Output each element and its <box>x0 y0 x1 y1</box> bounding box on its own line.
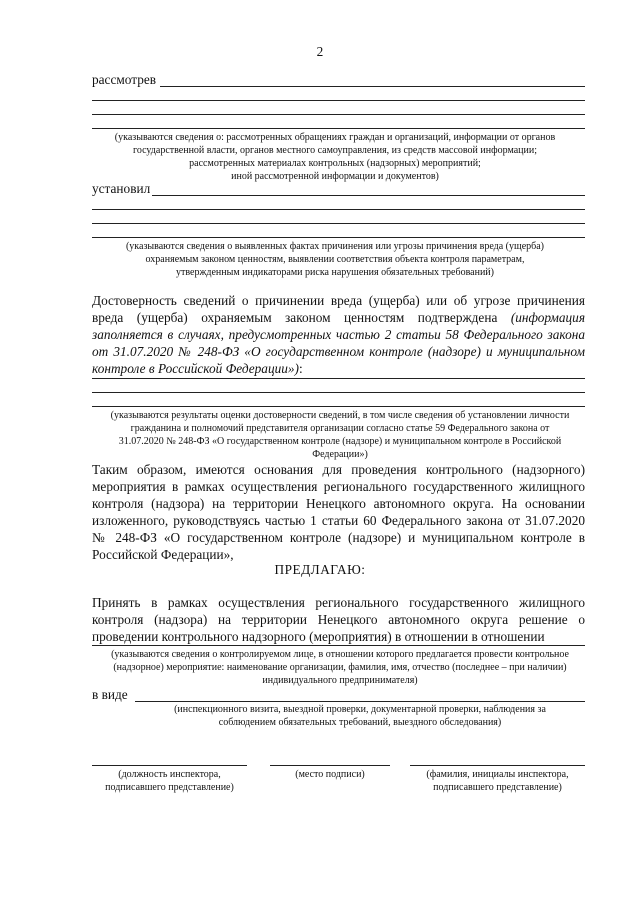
reviewed-label: рассмотрев <box>92 72 157 87</box>
reviewed-fill-line-4 <box>92 128 585 129</box>
form-fill-line <box>135 701 585 702</box>
established-fill-line-2 <box>92 209 585 210</box>
form-label: в виде <box>92 687 128 702</box>
reliability-fill-line-3 <box>92 406 585 407</box>
reliability-text: Достоверность сведений о причинении вреда (ущерба) или об угрозе причинения вреда (ущерба) охраняемым законом ценностям подтверждена <box>92 293 585 325</box>
proposal-paragraph: Принять в рамках осуществления регионального государственного жилищного контроля (надзора) на территории Ненецкого автономного округа решение о проведении контрольного надзорного (мероприятия) в отношении в отношении <box>92 595 585 644</box>
reliability-colon: : <box>298 361 303 376</box>
established-fill-line-1 <box>152 195 585 196</box>
position-signature-line <box>92 765 247 766</box>
reviewed-note: (указываются сведения о: рассмотренных обращениях граждан и организаций, информации от органов государственной власти, органов местного самоуправления, из средств массовой информации; рассмотренных материалах контрольных (надзорных) мероприятий; иной рассмотренной информации и документов) <box>114 132 556 182</box>
established-fill-line-4 <box>92 237 585 238</box>
established-note: (указываются сведения о выявленных фактах причинения или угрозы причинения вреда (ущерба) охраняемым законом ценностям, выявлении соответствия объекта контроля параметрам, утвержденным индикаторами риска нарушения обязательных требований) <box>125 241 545 278</box>
reviewed-fill-line-3 <box>92 114 585 115</box>
subject-note: (указываются сведения о контролируемом лице, в отношении которого предлагается провести контрольное (надзорное) мероприятие: наименование организации, фамилия, имя, отчество (последнее – при наличии) индивидуального предпринимателя) <box>111 649 569 686</box>
reliability-note: (указываются результаты оценки достоверности сведений, в том числе сведения об установлении личности гражданина и полномочий представителя организации согласно статье 59 Федерального закона от 31.07.2020 № 248-ФЗ «О государственном контроле (надзоре) и муниципальном контроле в Российской Федерации») <box>110 410 570 460</box>
signature-line <box>270 765 390 766</box>
reviewed-fill-line-2 <box>92 100 585 101</box>
name-caption: (фамилия, инициалы инспектора, подписавшего представление) <box>426 769 569 793</box>
reviewed-fill-line-1 <box>160 86 585 87</box>
signature-caption: (место подписи) <box>295 769 365 780</box>
propose-heading: ПРЕДЛАГАЮ: <box>274 562 366 577</box>
established-label: установил <box>92 181 151 196</box>
reliability-paragraph <box>92 292 585 377</box>
position-caption: (должность инспектора, подписавшего представление) <box>105 769 234 793</box>
reliability-fill-line-2 <box>92 392 585 393</box>
name-signature-line <box>410 765 585 766</box>
subject-fill-line <box>92 645 585 646</box>
page-number: 2 <box>316 44 324 59</box>
established-fill-line-3 <box>92 223 585 224</box>
form-note: (инспекционного визита, выездной проверки, документарной проверки, наблюдения за соблюдением обязательных требований, выездного обследования) <box>174 704 546 728</box>
reliability-fill-line-1 <box>92 378 585 379</box>
reliability-italic-note: (информация заполняется в случаях, предусмотренных частью 2 статьи 58 Федерального закона от 31.07.2020 № 248-ФЗ «О государственном контроле (надзоре) и муниципальном контроле в Российской Федерации») <box>92 310 585 376</box>
thus-paragraph: Таким образом, имеются основания для проведения контрольного (надзорного) мероприятия в рамках осуществления регионального государственного жилищного контроля (надзора) на территории Ненецкого автономного округа. На основании изложенного, руководствуясь частью 1 статьи 60 Федерального закона от 31.07.2020 № 248-ФЗ «О государственном контроле (надзоре) и муниципальном контроле в Российской Федерации», <box>92 462 585 562</box>
